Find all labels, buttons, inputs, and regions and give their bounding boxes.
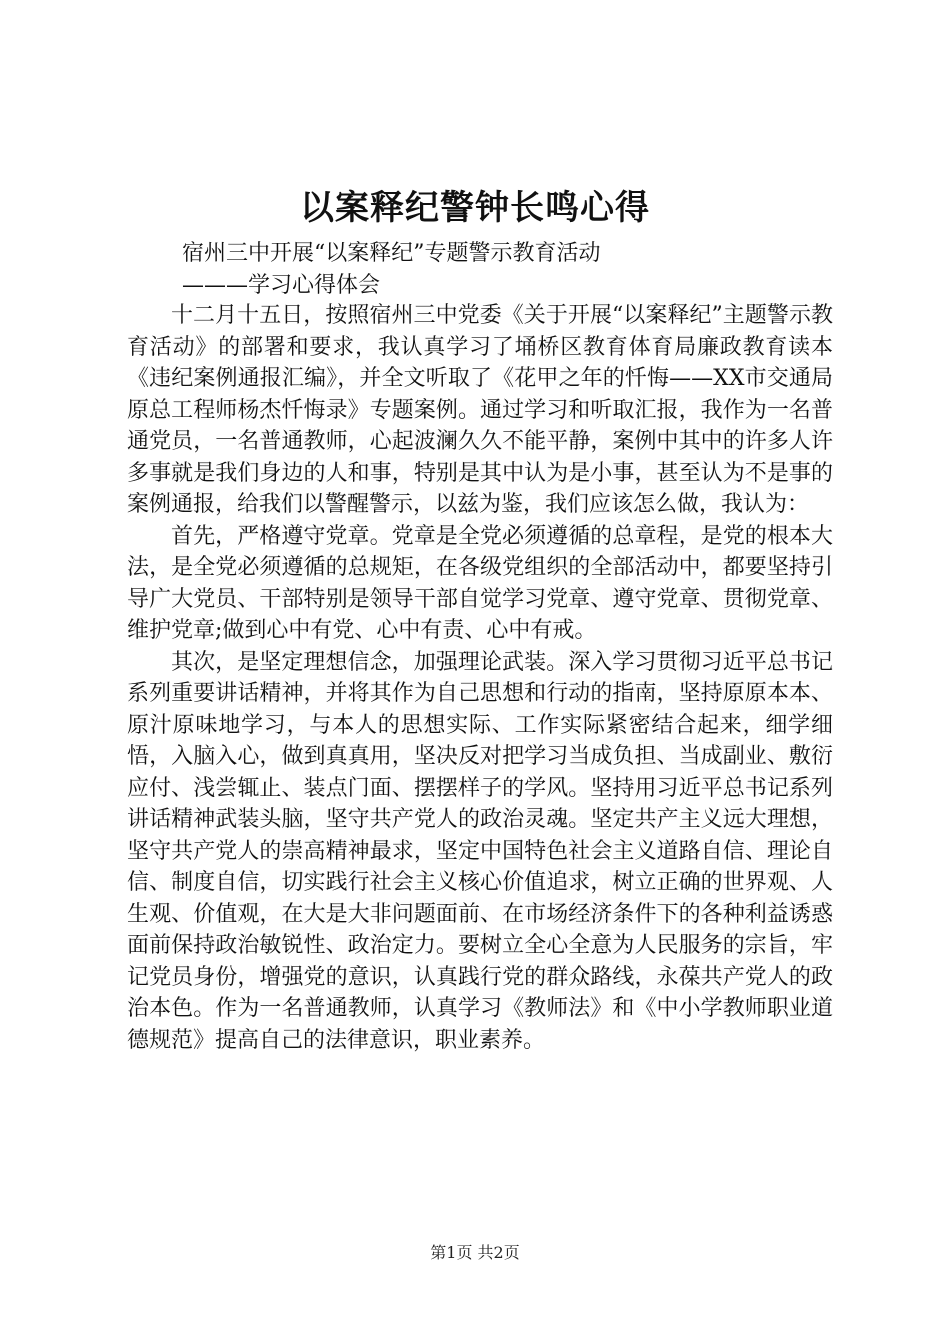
paragraph-intro: 十二月十五日，按照宿州三中党委《关于开展“以案释纪”主题警示教育活动》的部署和要求，我认真学习了埇桥区教育体育局廉政教育读本《违纪案例通报汇编》，并全文听取了《花甲之年的忏悔——XX市交通局原总工程师杨杰忏悔录》专题案例。通过学习和听取汇报，我作为一名普通党员，一名普通教师，心起波澜久久不能平静，案例中其中的许多人许多事就是我们身边的人和事，特别是其中认为是小事，甚至认为不是事的案例通报，给我们以警醒警示，以兹为鉴，我们应该怎么做，我认为： — [127, 303, 833, 517]
document-subtitle: 宿州三中开展“以案释纪”专题警示教育活动 — [182, 241, 601, 266]
paragraph-first: 首先，严格遵守党章。党章是全党必须遵循的总章程，是党的根本大法，是全党必须遵循的总规矩，在各级党组织的全部活动中，都要坚持引导广大党员、干部特别是领导干部自觉学习党章、遵守党章、贯彻党章、维护党章;做到心中有党、心中有责、心中有戒。 — [127, 523, 833, 643]
paragraph-second: 其次，是坚定理想信念，加强理论武装。深入学习贯彻习近平总书记系列重要讲话精神，并将其作为自己思想和行动的指南，坚持原原本本、原汁原味地学习，与本人的思想实际、工作实际紧密结合起来，细学细悟，入脑入心，做到真真用，坚决反对把学习当成负担、当成副业、敷衍应付、浅尝辄止、装点门面、摆摆样子的学风。坚持用习近平总书记系列讲话精神武装头脑，坚守共产党人的政治灵魂。坚定共产主义远大理想，坚守共产党人的崇高精神最求，坚定中国特色社会主义道路自信、理论自信、制度自信，切实践行社会主义核心价值追求，树立正确的世界观、人生观、价值观，在大是大非问题面前、在市场经济条件下的各种利益诱惑面前保持政治敏锐性、政治定力。要树立全心全意为人民服务的宗旨，牢记党员身份，增强党的意识，认真践行党的群众路线，永葆共产党人的政治本色。作为一名普通教师，认真学习《教师法》和《中小学教师职业道德规范》提高自己的法律意识，职业素养。 — [127, 649, 833, 1053]
document-title: 以案释纪警钟长鸣心得 — [300, 188, 650, 228]
page-footer: 第1页 共2页 — [430, 1243, 520, 1262]
document-subtitle-dash: ———学习心得体会 — [182, 273, 381, 298]
document-body — [127, 300, 833, 1056]
